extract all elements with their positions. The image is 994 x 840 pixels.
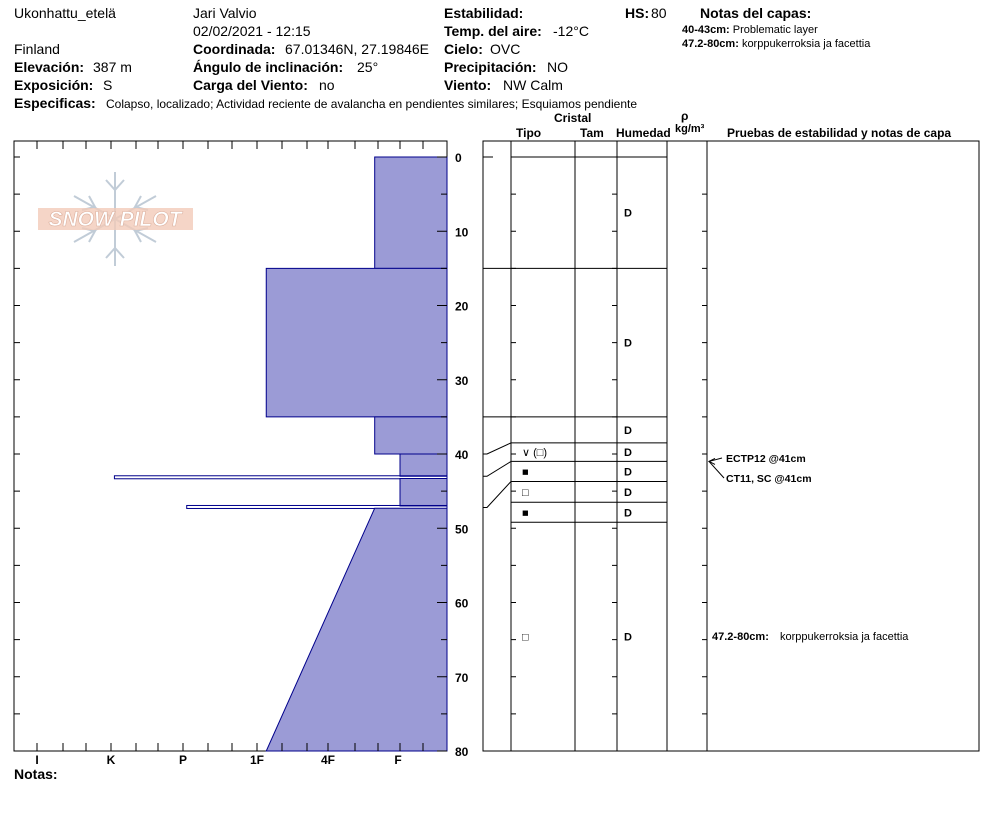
wind-value: NW Calm bbox=[503, 77, 563, 93]
moisture-value: D bbox=[624, 466, 632, 479]
slope-label: Ángulo de inclinación: bbox=[193, 59, 344, 75]
layer-note-text: korppukerroksia ja facettia bbox=[741, 38, 871, 50]
size-header: Tam bbox=[580, 126, 604, 140]
hardness-tick-label: K bbox=[106, 753, 116, 767]
moisture-value: D bbox=[624, 507, 632, 520]
moisture-value: D bbox=[624, 337, 632, 350]
exposure-label: Exposición: bbox=[14, 77, 94, 93]
air-temp-label: Temp. del aire: bbox=[444, 23, 542, 39]
arrow-head-icon bbox=[709, 458, 715, 464]
hardness-layer-bar bbox=[375, 157, 447, 268]
layer-connector bbox=[483, 461, 511, 476]
elevation-label: Elevación: bbox=[14, 59, 85, 75]
grain-type: □ bbox=[522, 631, 529, 644]
layer-note-text: Problematic layer bbox=[732, 24, 818, 36]
specifics-label: Especificas: bbox=[14, 95, 96, 111]
tests-header: Pruebas de estabilidad y notas de capa bbox=[727, 126, 952, 140]
hardness-layer-bar bbox=[400, 479, 447, 506]
wind-label: Viento: bbox=[444, 77, 492, 93]
crystal-header: Cristal bbox=[554, 111, 592, 125]
type-header: Tipo bbox=[516, 126, 542, 140]
hardness-tick-label: 4F bbox=[320, 753, 336, 767]
exposure-value: S bbox=[103, 77, 113, 93]
hardness-layer-bar bbox=[114, 476, 447, 479]
moisture-value: D bbox=[624, 486, 632, 499]
notes-label: Notas: bbox=[14, 766, 58, 782]
depth-tick-label: 80 bbox=[455, 745, 469, 759]
hardness-layer-bar bbox=[266, 268, 447, 417]
layer-note-range: 47.2-80cm: bbox=[682, 38, 739, 50]
moisture-value: D bbox=[624, 424, 632, 437]
layer-comment-range: 47.2-80cm: bbox=[712, 630, 769, 643]
layer-table-frame bbox=[483, 141, 979, 751]
hardness-layer-bar bbox=[266, 508, 447, 751]
depth-tick-label: 60 bbox=[455, 596, 469, 611]
depth-tick-label: 20 bbox=[455, 299, 469, 314]
depth-tick-label: 40 bbox=[455, 448, 469, 462]
hardness-layer-bar bbox=[375, 417, 447, 454]
grain-type: ■ bbox=[522, 507, 529, 520]
hardness-tick-label: I bbox=[35, 753, 39, 767]
hs-value: 80 bbox=[651, 5, 667, 21]
coordinate-label: Coordinada: bbox=[193, 41, 276, 57]
depth-tick-label: 70 bbox=[455, 670, 469, 685]
depth-tick-label: 0 bbox=[455, 151, 462, 165]
air-temp-value: -12°C bbox=[553, 23, 589, 39]
elevation-value: 387 m bbox=[93, 59, 132, 75]
moisture-value: D bbox=[624, 631, 632, 644]
hardness-tick-label: P bbox=[178, 753, 188, 767]
hs-label: HS: bbox=[625, 5, 650, 21]
observer-name: Jari Valvio bbox=[193, 5, 257, 21]
coordinate-value: 67.01346N, 27.19846E bbox=[285, 41, 430, 57]
stability-test-label: ECTP12 @41cm bbox=[726, 453, 806, 465]
wind-load-label: Carga del Viento: bbox=[193, 77, 308, 93]
hardness-layer-bar bbox=[400, 454, 447, 476]
layer-connector bbox=[483, 443, 511, 454]
stability-label: Estabilidad: bbox=[444, 5, 524, 21]
moisture-header: Humedad bbox=[616, 126, 671, 140]
precipitation-value: NO bbox=[547, 59, 568, 75]
snowpilot-logo bbox=[38, 172, 193, 266]
moisture-value: D bbox=[624, 207, 632, 220]
hardness-tick-label: 1F bbox=[249, 753, 265, 767]
logo-text: SNOW PILOT bbox=[48, 208, 182, 231]
site-name: Ukonhattu_etelä bbox=[14, 5, 116, 21]
density-unit-header: kg/m³ bbox=[675, 123, 705, 135]
stability-test-label: CT11, SC @41cm bbox=[726, 473, 812, 485]
sky-label: Cielo: bbox=[444, 41, 483, 57]
country: Finland bbox=[14, 41, 60, 57]
specifics-value: Colapso, localizado; Actividad reciente de avalancha en pendientes similares; Esquiamos pendiente bbox=[106, 97, 637, 111]
depth-tick-label: 50 bbox=[455, 522, 469, 537]
rho-header: ρ bbox=[681, 109, 689, 123]
observation-datetime: 02/02/2021 - 12:15 bbox=[193, 23, 311, 39]
layer-note-range: 40-43cm: bbox=[682, 24, 730, 36]
depth-tick-label: 10 bbox=[455, 225, 469, 240]
precipitation-label: Precipitación: bbox=[444, 59, 537, 75]
wind-load-value: no bbox=[319, 77, 335, 93]
stability-test-arrow bbox=[709, 461, 724, 478]
layer-comment-text: korppukerroksia ja facettia bbox=[780, 630, 909, 643]
slope-value: 25° bbox=[357, 59, 379, 75]
grain-type: ∨ (□) bbox=[522, 447, 548, 460]
sky-value: OVC bbox=[490, 41, 521, 57]
depth-tick-label: 30 bbox=[455, 373, 469, 388]
grain-type: □ bbox=[522, 486, 529, 499]
moisture-value: D bbox=[624, 447, 632, 460]
grain-type: ■ bbox=[522, 466, 529, 479]
layer-notes-title: Notas del capas: bbox=[700, 5, 812, 21]
hardness-tick-label: F bbox=[394, 753, 402, 767]
layer-connector bbox=[483, 481, 511, 507]
